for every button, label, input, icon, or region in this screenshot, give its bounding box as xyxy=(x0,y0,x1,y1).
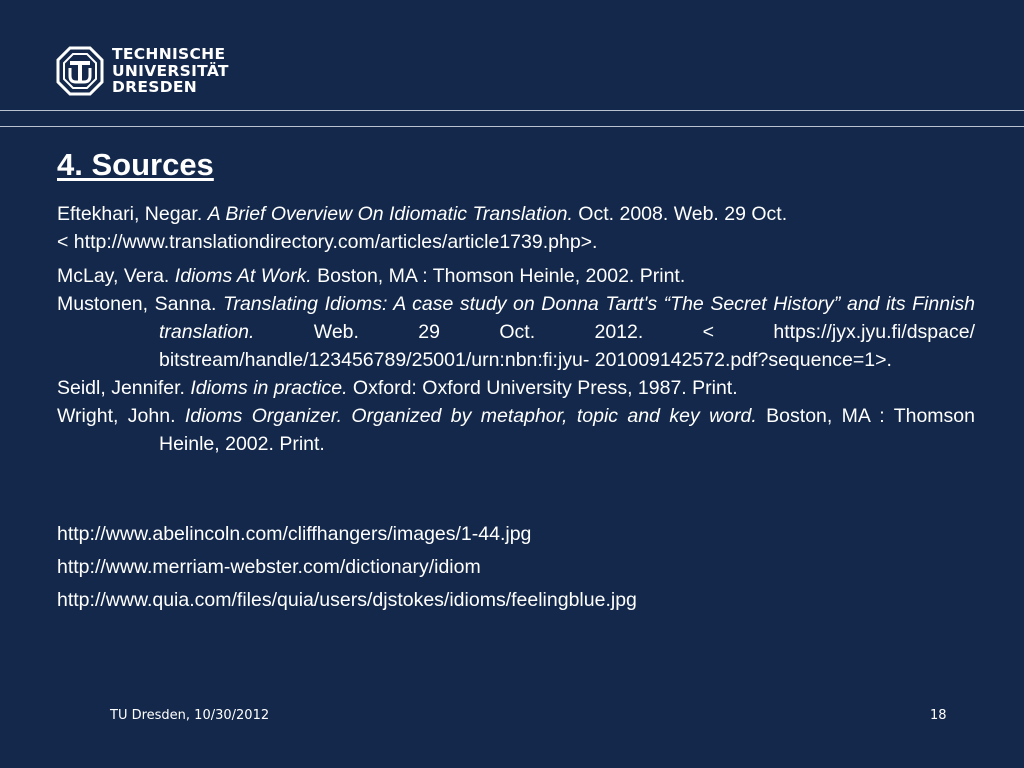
reference-details: Web. 29 Oct. 2012. < https://jyx.jyu.fi/dspace/ bitstream/handle/123456789/25001/urn:nbn:fi:jyu- 201009142572.pdf?sequence=1>. xyxy=(159,321,975,371)
reference-title: Translating Idioms: A case study on Donna Tartt's “The Secret History” and its Finnish translation. xyxy=(159,293,975,343)
page-number: 18 xyxy=(930,708,947,723)
reference-title: Idioms Organizer. Organized by metaphor, topic and key word. xyxy=(184,405,757,427)
university-logo xyxy=(56,46,229,96)
tu-dresden-logo-icon xyxy=(56,46,104,96)
logo-line-1: TECHNISCHE xyxy=(112,45,226,63)
source-link[interactable]: http://www.abelincoln.com/cliffhangers/images/1-44.jpg xyxy=(57,523,532,545)
logo-wordmark xyxy=(112,46,229,96)
footer-date: TU Dresden, 10/30/2012 xyxy=(110,708,270,723)
reference-author: McLay, Vera. xyxy=(57,265,175,287)
reference-author: Wright, John. xyxy=(57,405,185,427)
reference-title: A Brief Overview On Idiomatic Translation. xyxy=(207,203,573,225)
logo-line-3: DRESDEN xyxy=(112,78,198,96)
source-link[interactable]: http://www.merriam-webster.com/dictionary/idiom xyxy=(57,556,481,578)
reference-item xyxy=(57,402,975,458)
reference-item xyxy=(57,262,975,290)
reference-item xyxy=(57,200,975,256)
reference-title: Idioms in practice. xyxy=(190,377,348,399)
reference-item xyxy=(57,374,975,402)
image-source-links xyxy=(57,518,637,617)
reference-details: Oct. 2008. Web. 29 Oct. xyxy=(572,203,788,225)
slide-title: 4. Sources xyxy=(57,147,214,182)
reference-item xyxy=(57,290,975,374)
logo-line-2: UNIVERSITÄT xyxy=(112,61,229,80)
header-divider-top xyxy=(0,110,1024,111)
source-link[interactable]: http://www.quia.com/files/quia/users/djstokes/idioms/feelingblue.jpg xyxy=(57,589,637,611)
header-divider-bottom xyxy=(0,126,1024,127)
reference-list xyxy=(57,200,975,458)
reference-details: Oxford: Oxford University Press, 1987. Print. xyxy=(347,377,738,399)
reference-author: Mustonen, Sanna. xyxy=(57,293,223,315)
reference-author: Eftekhari, Negar. xyxy=(57,203,208,225)
reference-details: Boston, MA : Thomson Heinle, 2002. Print. xyxy=(159,405,975,455)
reference-title: Idioms At Work. xyxy=(174,265,312,287)
reference-author: Seidl, Jennifer. xyxy=(57,377,191,399)
reference-details: Boston, MA : Thomson Heinle, 2002. Print. xyxy=(311,265,686,287)
reference-url[interactable]: < http://www.translationdirectory.com/articles/article1739.php>. xyxy=(57,231,598,253)
